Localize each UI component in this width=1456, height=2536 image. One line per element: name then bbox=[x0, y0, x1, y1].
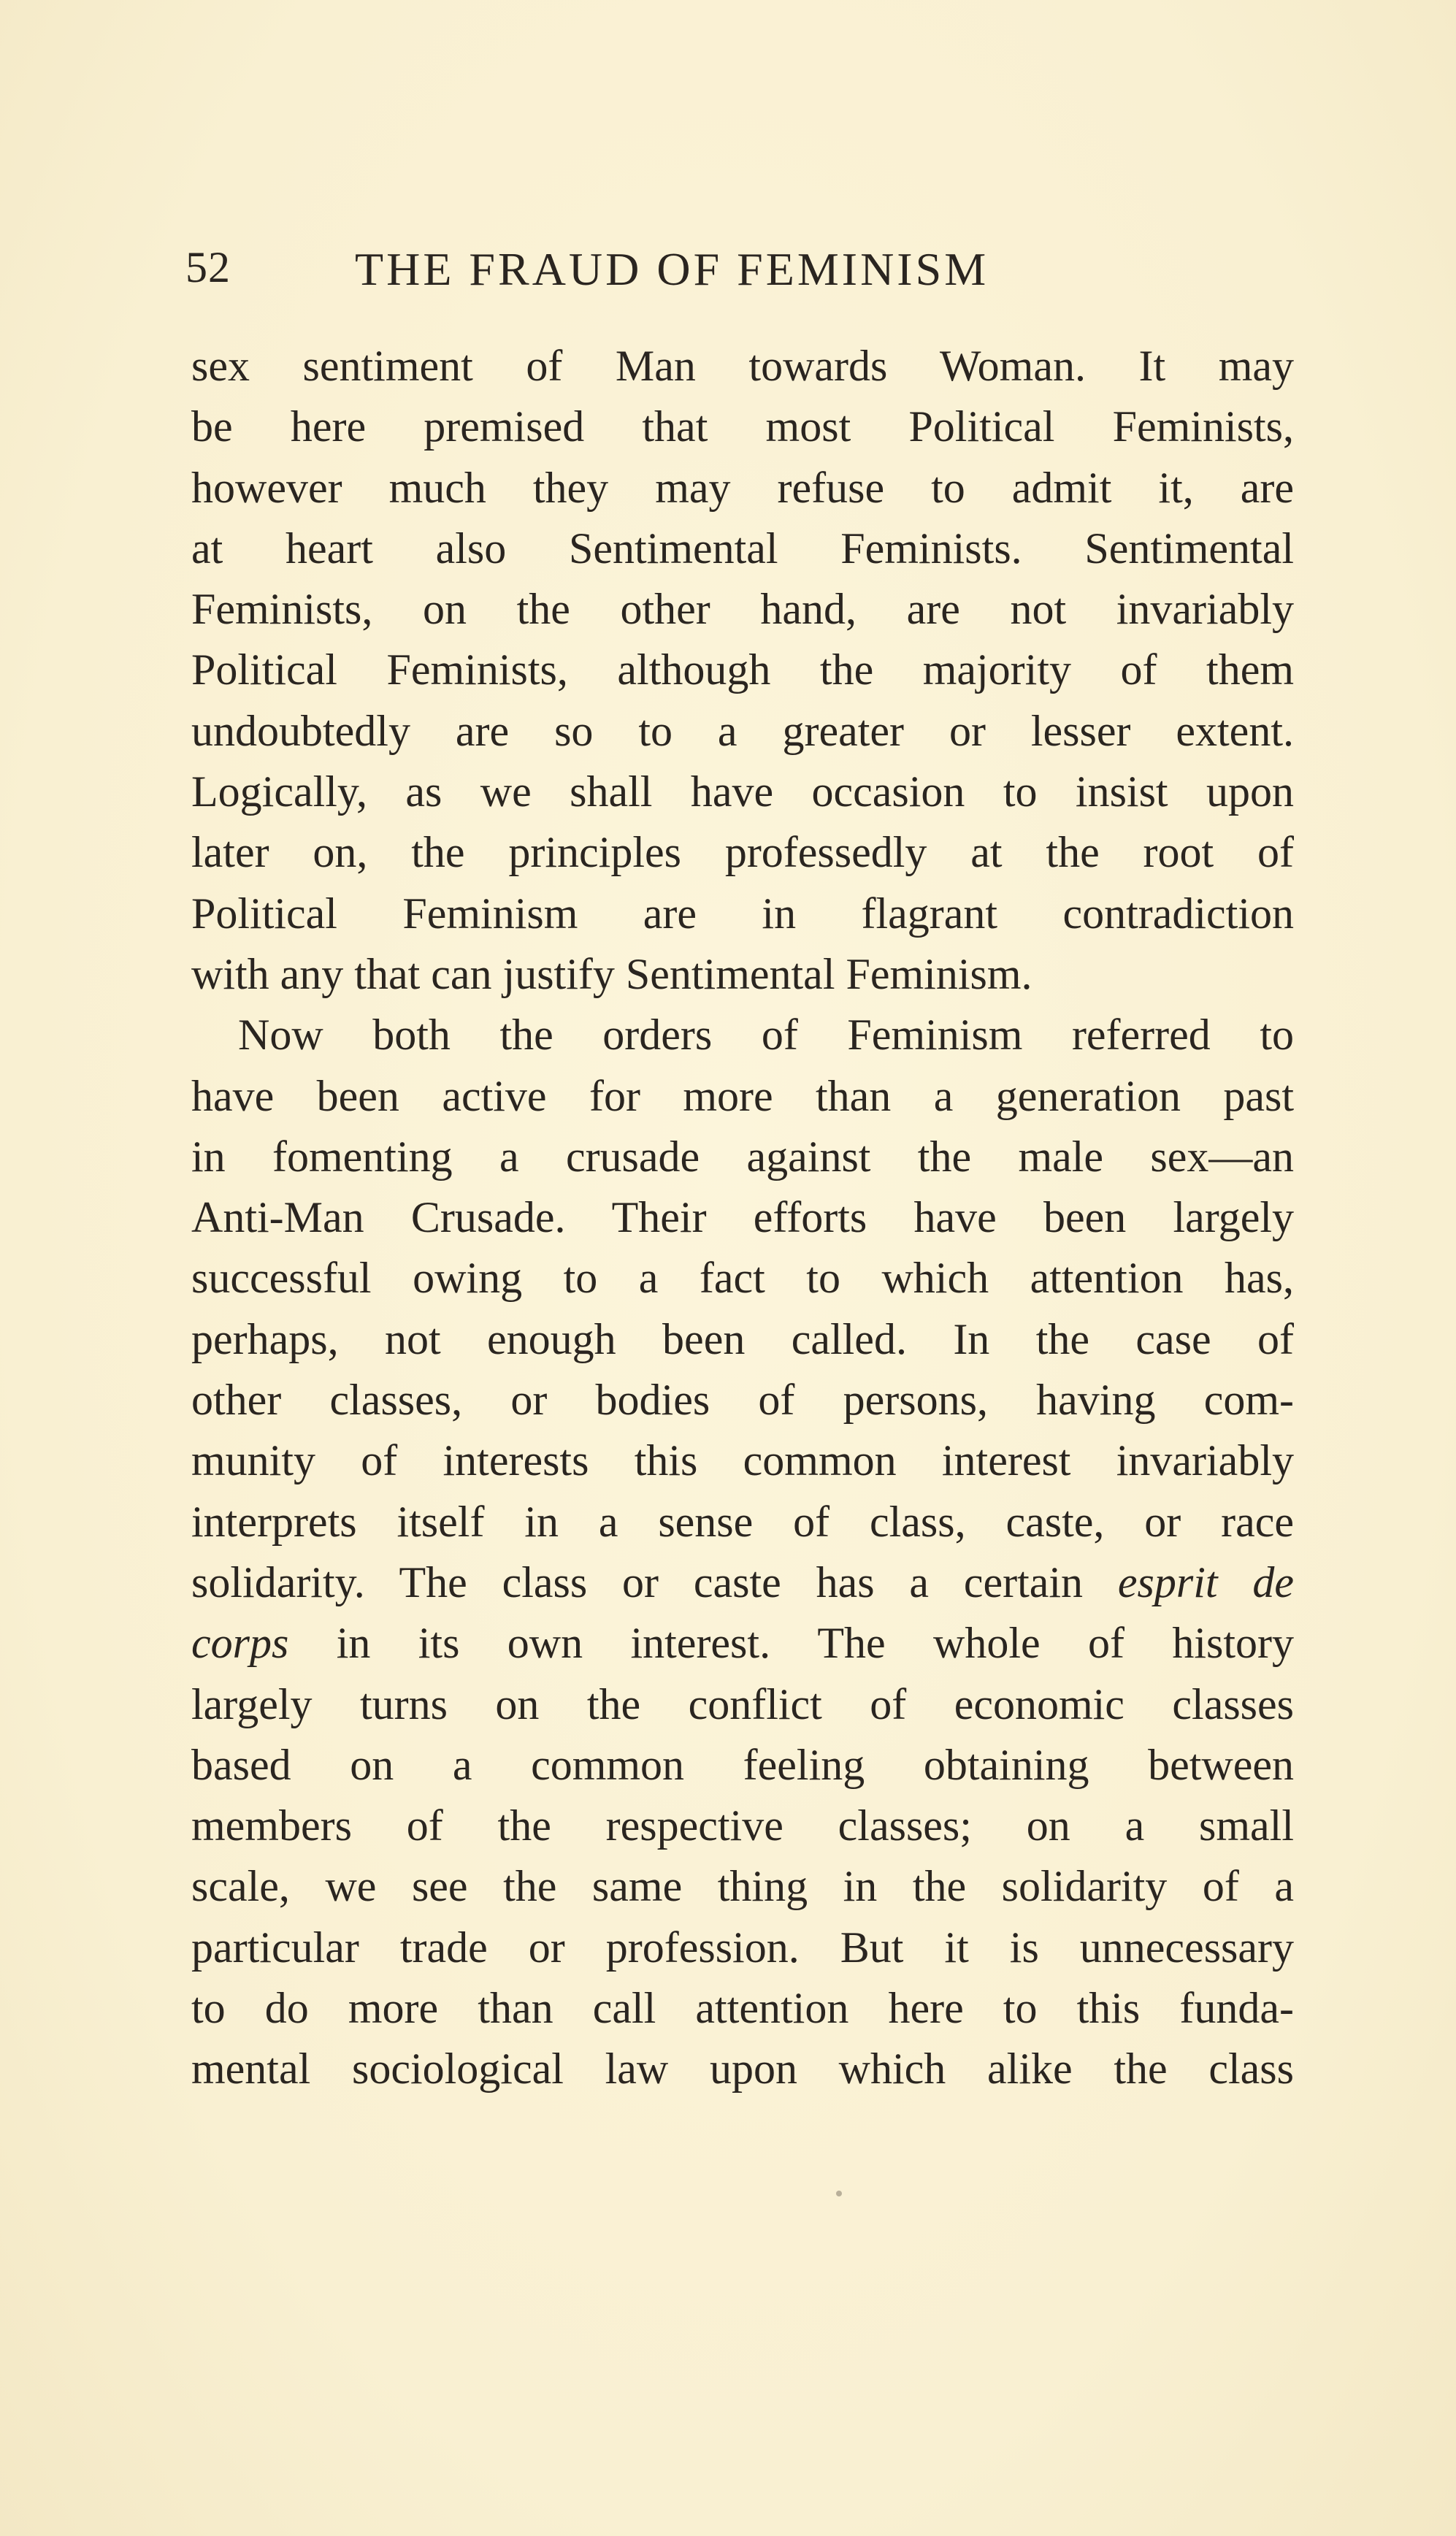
text-segment: solidarity. The class or caste has a certain bbox=[191, 1558, 1084, 1606]
text-line: at heart also Sentimental Feminists. Sentimental bbox=[191, 524, 1294, 572]
text-line: based on a common feeling obtaining between bbox=[191, 1740, 1294, 1789]
text-line: Anti-Man Crusade. Their efforts have been largely bbox=[191, 1193, 1294, 1242]
text-line: Feminists, on the other hand, are not invariably bbox=[191, 585, 1294, 634]
text-line: particular trade or profession. But it is unnecessary bbox=[191, 1923, 1294, 1972]
text-line: members of the respective classes; on a small bbox=[191, 1801, 1294, 1850]
text-line: be here premised that most Political Feminists, bbox=[191, 402, 1294, 451]
italic-phrase: esprit de bbox=[1117, 1558, 1294, 1606]
text-line: munity of interests this common interest invariably bbox=[191, 1436, 1294, 1485]
text-line bbox=[191, 1613, 1294, 1674]
text-line: scale, we see the same thing in the solidarity of a bbox=[191, 1862, 1294, 1911]
text-line: mental sociological law upon which alike the class bbox=[191, 2045, 1294, 2093]
text-segment: in its own interest. The whole of history bbox=[336, 1619, 1294, 1668]
text-line bbox=[191, 1552, 1294, 1613]
text-line: interprets itself in a sense of class, caste, or race bbox=[191, 1497, 1294, 1546]
ink-speck bbox=[836, 2191, 842, 2196]
text-line: other classes, or bodies of persons, having com- bbox=[191, 1376, 1294, 1425]
text-line: Now both the orders of Feminism referred to bbox=[238, 1011, 1294, 1060]
text-line: have been active for more than a generation past bbox=[191, 1071, 1294, 1120]
running-title: THE FRAUD OF FEMINISM bbox=[355, 243, 989, 295]
text-line: in fomenting a crusade against the male sex—an bbox=[191, 1132, 1294, 1181]
text-line: perhaps, not enough been called. In the case of bbox=[191, 1314, 1294, 1363]
text-line: sex sentiment of Man towards Woman. It may bbox=[191, 342, 1294, 390]
text-line: with any that can justify Sentimental Feminism. bbox=[191, 949, 1032, 998]
text-line: undoubtedly are so to a greater or lesser extent. bbox=[191, 706, 1294, 755]
page-number: 52 bbox=[185, 243, 231, 291]
text-line: Logically, as we shall have occasion to insist upon bbox=[191, 767, 1294, 816]
italic-phrase: corps bbox=[191, 1619, 289, 1668]
body-text bbox=[191, 336, 1294, 2100]
page-header bbox=[185, 232, 1295, 313]
text-line: however much they may refuse to admit it, are bbox=[191, 463, 1294, 512]
text-line: to do more than call attention here to this funda- bbox=[191, 1984, 1294, 2033]
text-line: later on, the principles professedly at the root of bbox=[191, 828, 1294, 877]
text-line: Political Feminists, although the majority of them bbox=[191, 646, 1294, 694]
text-line: successful owing to a fact to which attention has, bbox=[191, 1254, 1294, 1303]
text-line: largely turns on the conflict of economic classes bbox=[191, 1679, 1294, 1728]
text-line: Political Feminism are in flagrant contradiction bbox=[191, 889, 1294, 938]
